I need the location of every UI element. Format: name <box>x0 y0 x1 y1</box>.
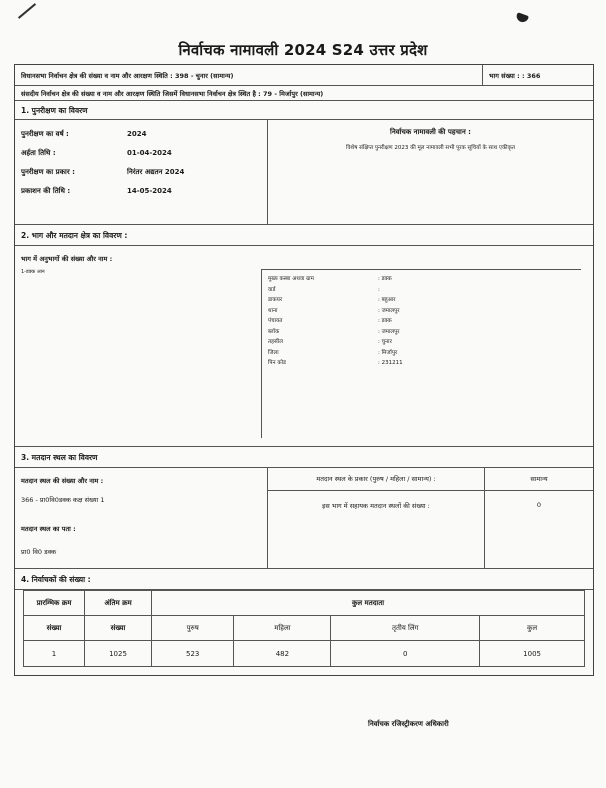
col-third: तृतीय लिंग <box>331 616 480 641</box>
table-subheader-row <box>24 616 585 641</box>
roll-sheet <box>14 64 594 676</box>
station-label: मतदान स्थल की संख्या और नाम : <box>21 477 104 485</box>
polling-station-details <box>15 468 268 568</box>
section3-heading-row <box>15 447 593 468</box>
signature: निर्वाचक रजिस्ट्रीकरण अधिकारी <box>368 720 449 728</box>
end-value: 1025 <box>85 641 152 667</box>
address-line: थाना : जमालपुर <box>268 307 400 314</box>
parliament-row <box>15 86 593 101</box>
col-end: अंतिम क्रम <box>85 591 152 616</box>
address-line: डाकघर : बहुआर <box>268 297 396 303</box>
station-address-value: प्रा0 वि0 डक्क <box>21 548 57 556</box>
address-box <box>261 269 581 438</box>
polling-station-type <box>268 468 593 568</box>
section2-body <box>15 246 593 447</box>
col-total-group: कुल मतदाता <box>152 591 585 616</box>
section-item: 1-डक्क आन <box>21 269 45 275</box>
aux-value: 0 <box>536 501 542 509</box>
male-value: 523 <box>152 641 234 667</box>
total-value: 1005 <box>480 641 585 667</box>
type-value: सामान्य <box>530 475 548 483</box>
qualifying-date-row: अर्हता तिथि : 01-04-2024 <box>21 149 172 157</box>
section3-body <box>15 468 593 569</box>
section1-body <box>15 120 593 225</box>
col-male: पुरुष <box>152 616 234 641</box>
table-header-row <box>24 591 585 616</box>
scan-mark-dot <box>515 12 529 24</box>
type-row <box>268 468 593 491</box>
assembly-row <box>15 65 593 86</box>
address-line: जिला : मिर्जापुर <box>268 349 398 356</box>
col-total: कुल <box>480 616 585 641</box>
address-line: पिन कोड : 231211 <box>268 360 403 366</box>
section4-body <box>15 590 593 675</box>
aux-row <box>268 491 593 568</box>
elector-count-table <box>23 590 585 667</box>
female-value: 482 <box>234 641 331 667</box>
start-value: 1 <box>24 641 85 667</box>
document-title: निर्वाचक नामावली 2024 S24 उत्तर प्रदेश <box>178 41 428 59</box>
section4-heading-row <box>15 569 593 590</box>
roll-identity <box>268 120 593 224</box>
address-line: ब्लॉक : जमालपुर <box>268 328 400 335</box>
section2-content <box>15 269 593 446</box>
address-line: वार्ड : <box>268 286 380 293</box>
part-number: भाग संख्या : : 366 <box>489 72 541 80</box>
station-address-label: मतदान स्थल का पता : <box>21 525 76 533</box>
scan-mark <box>18 3 36 19</box>
section2-heading: 2. भाग और मतदान क्षेत्र का विवरण : <box>21 231 128 240</box>
assembly-constituency: विधानसभा निर्वाचन क्षेत्र की संख्या व नाम और आरक्षण स्थिति : 398 - चुनार (सामान्य) <box>15 65 483 85</box>
table-row <box>24 641 585 667</box>
address-line: पंचायत : डक्क <box>268 318 392 324</box>
publication-date-row: प्रकाशन की तिथि : 14-05-2024 <box>21 187 172 195</box>
col-start: प्रारम्भिक क्रम <box>24 591 85 616</box>
parliament-constituency: संसदीय निर्वाचन क्षेत्र की संख्या व नाम और आरक्षण स्थिति जिसमें विधानसभा निर्वाचन क्षेत्र स्थित है : 79 - मिर्जापुर (सामान्य) <box>21 90 324 98</box>
address-line: मुख्य कस्बा अथवा ग्राम : डक्क <box>268 276 392 282</box>
section4-heading: 4. निर्वाचकों की संख्या : <box>21 575 91 584</box>
col-female: महिला <box>234 616 331 641</box>
revision-year-row: पुनरीक्षण का वर्ष : 2024 <box>21 130 147 138</box>
identity-text: विशेष संक्षिप्त पुनरीक्षण 2023 की मूल नामावली सभी पूरक सूचियों के साथ एकीकृत <box>346 145 515 151</box>
station-value: 366 - प्रा0वि0डक्क कक्ष संख्या 1 <box>21 496 105 504</box>
type-label: मतदान स्थल के प्रकार (पुरुष / महिला / सामान्य) : <box>268 468 485 490</box>
sub-end: संख्या <box>85 616 152 641</box>
sections-subheading: भाग में अनुभागों की संख्या और नाम : <box>21 255 113 263</box>
identity-heading: निर्वाचक नामावली की पहचान : <box>390 128 471 136</box>
third-value: 0 <box>331 641 480 667</box>
section1-heading-row <box>15 101 593 120</box>
section1-heading: 1. पुनरीक्षण का विवरण <box>21 106 88 115</box>
section3-heading: 3. मतदान स्थल का विवरण <box>21 453 98 462</box>
revision-details <box>15 120 268 224</box>
sub-start: संख्या <box>24 616 85 641</box>
revision-type-row: पुनरीक्षण का प्रकार : निरंतर अद्यतन 2024 <box>21 168 185 176</box>
section2-heading-row <box>15 225 593 246</box>
aux-label: इस भाग में सहायक मतदान स्थलों की संख्या : <box>268 491 485 568</box>
address-line: तहसील : चुनार <box>268 339 392 345</box>
